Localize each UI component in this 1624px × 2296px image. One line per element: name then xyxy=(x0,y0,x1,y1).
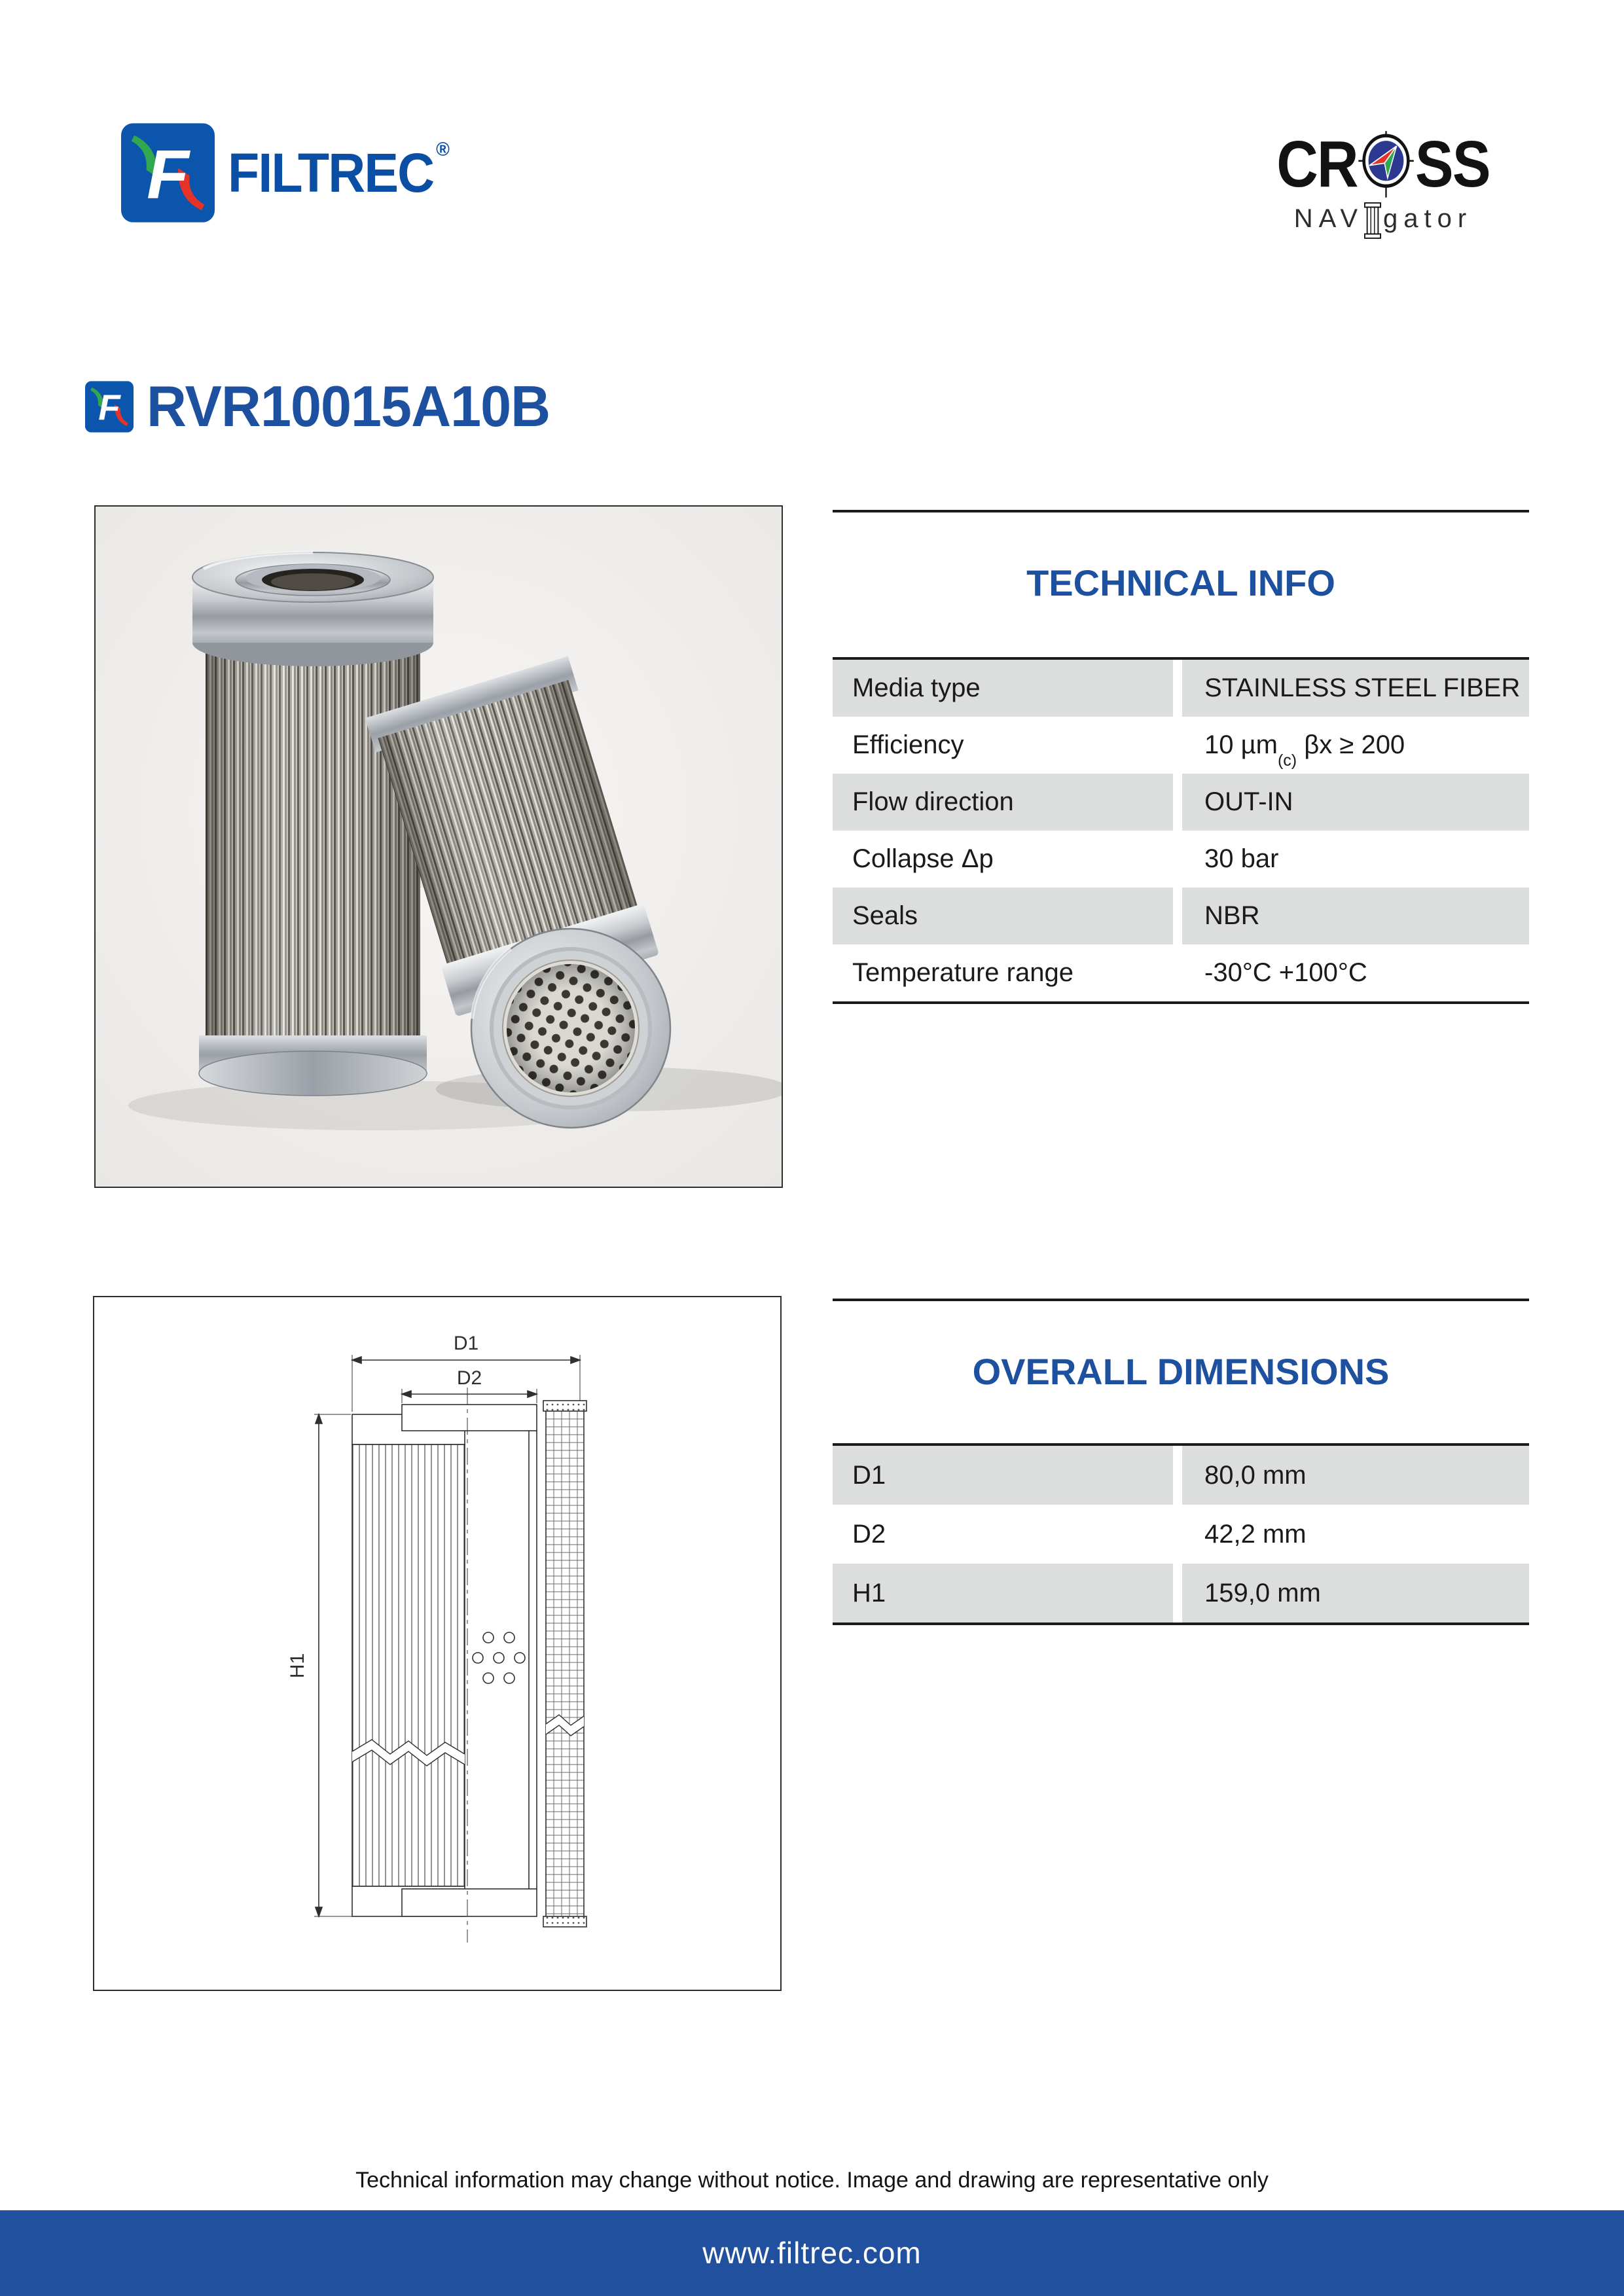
filtrec-f-monogram-icon xyxy=(121,123,215,223)
row-label: Seals xyxy=(833,888,1173,944)
tech-info-table xyxy=(833,657,1529,1004)
cross-logo-nav: NAV xyxy=(1293,204,1364,233)
dimensions-table xyxy=(833,1443,1529,1625)
footer-bar xyxy=(0,2210,1624,2296)
table-row xyxy=(833,1505,1529,1564)
row-value: 159,0 mm xyxy=(1182,1564,1529,1623)
row-value: 10 µm$_{(c)}$ βx ≥ 200 xyxy=(1182,717,1529,774)
row-value: OUT-IN xyxy=(1182,774,1529,831)
table-row xyxy=(833,717,1529,774)
tech-info-title: TECHNICAL INFO xyxy=(1026,562,1335,603)
tech-info-divider xyxy=(833,510,1529,512)
table-row xyxy=(833,774,1529,831)
row-value: STAINLESS STEEL FIBER xyxy=(1182,660,1529,717)
filtrec-f-monogram-icon-small xyxy=(85,381,134,433)
table-row xyxy=(833,1446,1529,1505)
row-label: Flow direction xyxy=(833,774,1173,831)
row-value: -30°C +100°C xyxy=(1182,944,1529,1001)
row-label: Media type xyxy=(833,660,1173,717)
row-value: 30 bar xyxy=(1182,831,1529,888)
row-label: H1 xyxy=(833,1564,1173,1623)
table-row xyxy=(833,888,1529,944)
dimensional-drawing-frame xyxy=(93,1296,782,1991)
row-value: 42,2 mm xyxy=(1182,1505,1529,1564)
drawing-h1-label: H1 xyxy=(287,1653,308,1679)
cross-logo-ss: SS xyxy=(1415,128,1490,201)
row-label: D2 xyxy=(833,1505,1173,1564)
disclaimer-text: Technical information may change without notice. Image and drawing are representative only xyxy=(355,2168,1269,2193)
product-photo-frame xyxy=(94,505,783,1188)
row-value: 80,0 mm xyxy=(1182,1446,1529,1505)
product-photo xyxy=(96,507,782,1187)
row-label: Collapse Δp xyxy=(833,831,1173,888)
compass-icon xyxy=(1359,128,1415,200)
table-row xyxy=(833,944,1529,1001)
filtrec-logo xyxy=(121,123,464,223)
dimensional-drawing xyxy=(94,1297,780,1990)
dimensions-divider xyxy=(833,1299,1529,1301)
table-row xyxy=(833,1564,1529,1623)
table-row xyxy=(833,831,1529,888)
row-label: Efficiency xyxy=(833,717,1173,774)
row-label: D1 xyxy=(833,1446,1173,1505)
row-value: NBR xyxy=(1182,888,1529,944)
website-link[interactable]: www.filtrec.com xyxy=(702,2236,922,2270)
registered-trademark-symbol: ® xyxy=(436,139,450,160)
row-label: Temperature range xyxy=(833,944,1173,1001)
table-row xyxy=(833,660,1529,717)
product-code: RVR10015A10B xyxy=(147,374,550,439)
product-title-row xyxy=(85,374,567,439)
cross-navigator-logo xyxy=(1262,128,1504,236)
column-icon xyxy=(1364,202,1381,239)
drawing-d2-label: D2 xyxy=(456,1367,482,1389)
cross-logo-cr: CR xyxy=(1276,128,1358,201)
cross-logo-gator: gator xyxy=(1383,204,1473,233)
dimensions-title: OVERALL DIMENSIONS xyxy=(972,1351,1390,1392)
drawing-d1-label: D1 xyxy=(453,1333,479,1354)
standing-filter-element xyxy=(192,552,433,1096)
filtrec-wordmark: FILTREC xyxy=(228,142,434,204)
